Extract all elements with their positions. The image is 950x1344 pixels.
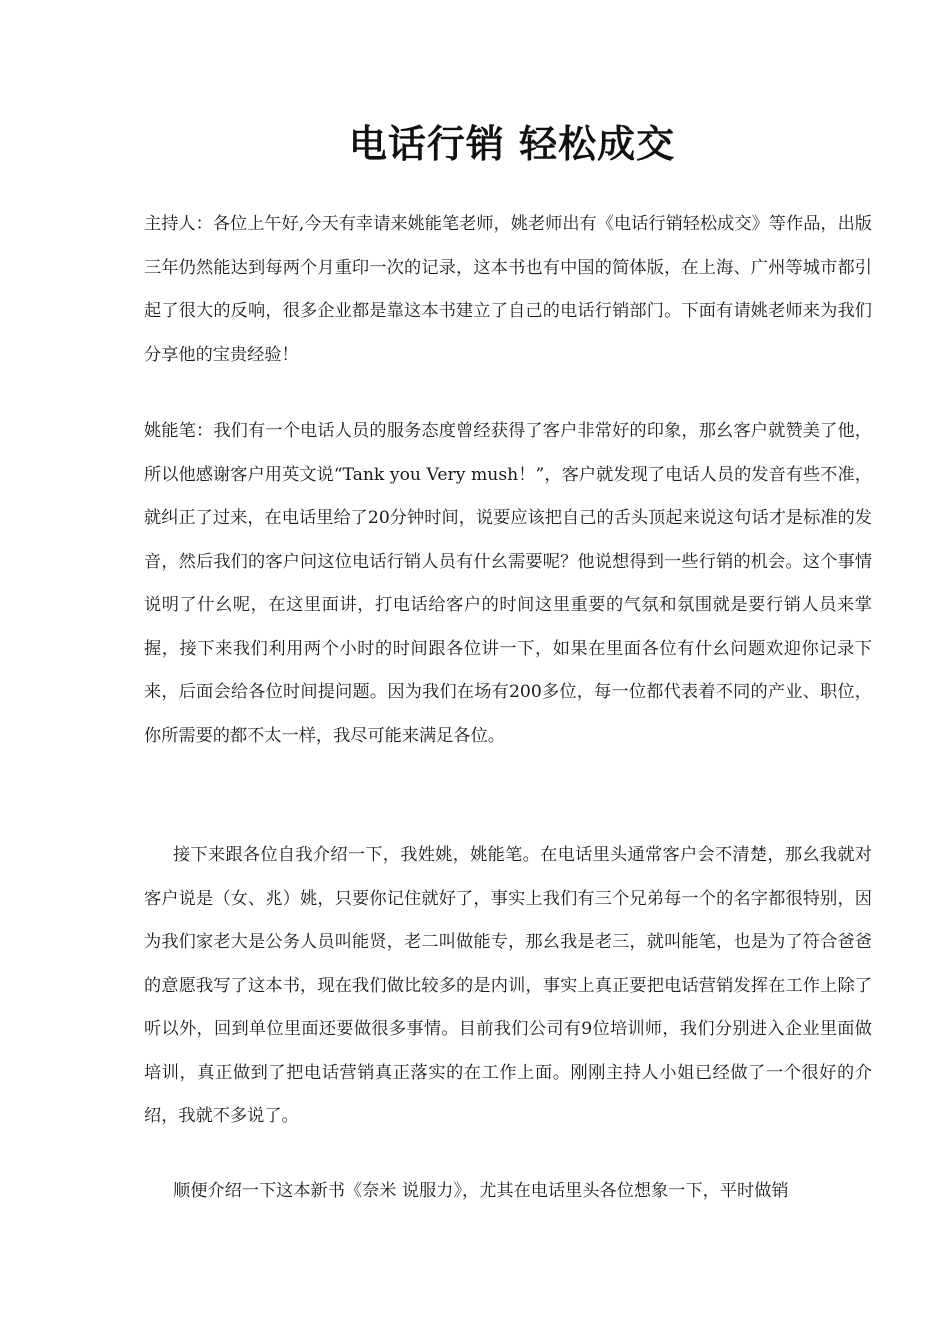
paragraph-host-intro: 主持人：各位上午好,今天有幸请来姚能笔老师，姚老师出有《电话行销轻松成交》等作品，出版三年仍然能达到每两个月重印一次的记录，这本书也有中国的简体版，在上海、广州等城市都引起了很大的反响，很多企业都是靠这本书建立了自己的电话行销部门。下面有请姚老师来为我们分享他的宝贵经验！	[144, 214, 872, 365]
document-title: 电话行销 轻松成交	[348, 122, 676, 167]
paragraph-new-book: 顺便介绍一下这本新书《奈米 说服力》，尤其在电话里头各位想象一下，平时做销	[173, 1181, 789, 1201]
paragraph-yao-story: 姚能笔：我们有一个电话人员的服务态度曾经获得了客户非常好的印象，那幺客户就赞美了他，所以他感谢客户用英文说“Tank you Very mush！”，客户就发现了电话人员的发音有些不准，就纠正了过来，在电话里给了20分钟时间，说要应该把自己的舌头顶起来说这句话才是标准的发音，然后我们的客户问这位电话行销人员有什幺需要呢？他说想得到一些行销的机会。这个事情说明了什幺呢，在这里面讲，打电话给客户的时间这里重要的气氛和氛围就是要行销人员来掌握，接下来我们利用两个小时的时间跟各位讲一下，如果在里面各位有什幺问题欢迎你记录下来，后面会给各位时间提问题。因为我们在场有200多位，每一位都代表着不同的产业、职位，你所需要的都不太一样，我尽可能来满足各位。	[144, 421, 872, 746]
paragraph-self-intro: 接下来跟各位自我介绍一下，我姓姚，姚能笔。在电话里头通常客户会不清楚，那幺我就对客户说是（女、兆）姚，只要你记住就好了，事实上我们有三个兄弟每一个的名字都很特别，因为我们家老大是公务人员叫能贤，老二叫做能专，那幺我是老三，就叫能笔，也是为了符合爸爸的意愿我写了这本书，现在我们做比较多的是内训，事实上真正要把电话营销发挥在工作上除了听以外，回到单位里面还要做很多事情。目前我们公司有9位培训师，我们分别进入企业里面做培训，真正做到了把电话营销真正落实的在工作上面。刚刚主持人小姐已经做了一个很好的介绍，我就不多说了。	[144, 845, 872, 1126]
